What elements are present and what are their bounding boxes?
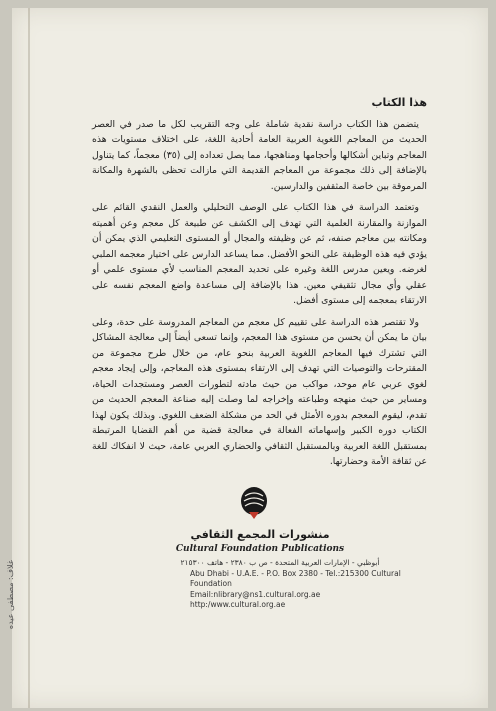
cultural-foundation-logo (239, 486, 269, 520)
paragraph-2: وتعتمد الدراسة في هذا الكتاب على الوصف التحليلي والعمل النقدي القائم على الموازنة والمقارنة العلمية التي تهدف إلى الكشف عن طبيعة كل معجم وعن أهميته ومكانته بين معاجم صنفه، ثم عن وظيفته والمجال أو المستوى التعليمي الذي يمكن أن يؤدي فيه هذه الوظيفة على النحو الأفضل. مما يساعد الدارس على اختيار معجمه الملبي لغرضه. ويعين مدرس اللغة وغيره على تحديد المعجم المناسب لأي مستوى علمي أو عقلي وأي مجال تثقيفي معين. هذا بالإضافة إلى مساعدة واضع المعجم نفسه على الارتقاء بمعجمه إلى مستوى أفضل. (92, 202, 427, 306)
paragraph-1: يتضمن هذا الكتاب دراسة نقدية شاملة على وجه التقريب لكل ما صدر في العصر الحديث من المعاجم اللغوية العربية العامة أحادية اللغة، على اختلاف مستويات هذه المعاجم وتباين أشكالها وأحجامها ومناهجها، مما يصل تعداده إلى (٣٥) معجماً، كما يتناول بالإضافة إلى ذلك مجموعة من المعاجم القديمة التي مازالت تحظى بالشهرة والمكانة المرموقة بين خاصة المثقفين والدارسين. (92, 118, 428, 192)
website: http:/www.cultural.org.ae (190, 600, 286, 609)
spine-fold (28, 8, 30, 708)
book-description (92, 95, 427, 476)
address-ar: أبوظبي - الإمارات العربية المتحدة - ص ب ٢٣٨٠ - هاتف ٢١٥٣٠٠ (180, 558, 380, 567)
address-en: Abu Dhabi - U.A.E. - P.O. Box 2380 - Tel.:215300 Cultural Foundation (190, 568, 401, 588)
publisher-address (150, 558, 410, 611)
publisher-block (150, 528, 370, 554)
publisher-name-en: Cultural Foundation Publications (175, 544, 345, 554)
section-heading: هذا الكتاب (371, 96, 427, 109)
email: Email:nlibrary@ns1.cultural.org.ae (190, 589, 321, 599)
publisher-name-ar: منشورات المجمع الثقافي (190, 528, 330, 541)
cover-designer-credit: غلاف: مصطفى عيده (6, 560, 15, 630)
paragraph-3: ولا تقتصر هذه الدراسة على تقييم كل معجم من المعاجم المدروسة على حدة، وعلى بيان ما يمكن أن يحسن من مستوى هذا المعجم، وإنما تسعى أيضاً إلى معالجة المشاكل التي تشترك فيها المعاجم اللغوية العربية بنحو عام، من خلال طرح مجموعة من المقترحات والتوصيات التي تهدف إلى الارتقاء بمستوى هذه المعاجم، وإلى إيجاد معجم لغوي عربي عام موحد، مواكب من حيث مادته لتطورات العصر ومستجدات الحياة، ومساير من حيث منهجه وطباعته وإخراجه لما وصلت إليه صناعة المعجم الحديث من تقدم، ليقوم المعجم بدوره الأمثل في الحد من مشكلة الضعف اللغوي. وبذلك يكون لهذا الكتاب دوره الكبير وإسهاماته الفعالة في معالجة قضية من أهم القضايا المرتبطة بمستقبل اللغة العربية وبالمستقبل الثقافي والحضاري العربي عامة، حيث لا انفكاك للغة عن ثقافة الأمة وحضارتها. (92, 316, 427, 467)
